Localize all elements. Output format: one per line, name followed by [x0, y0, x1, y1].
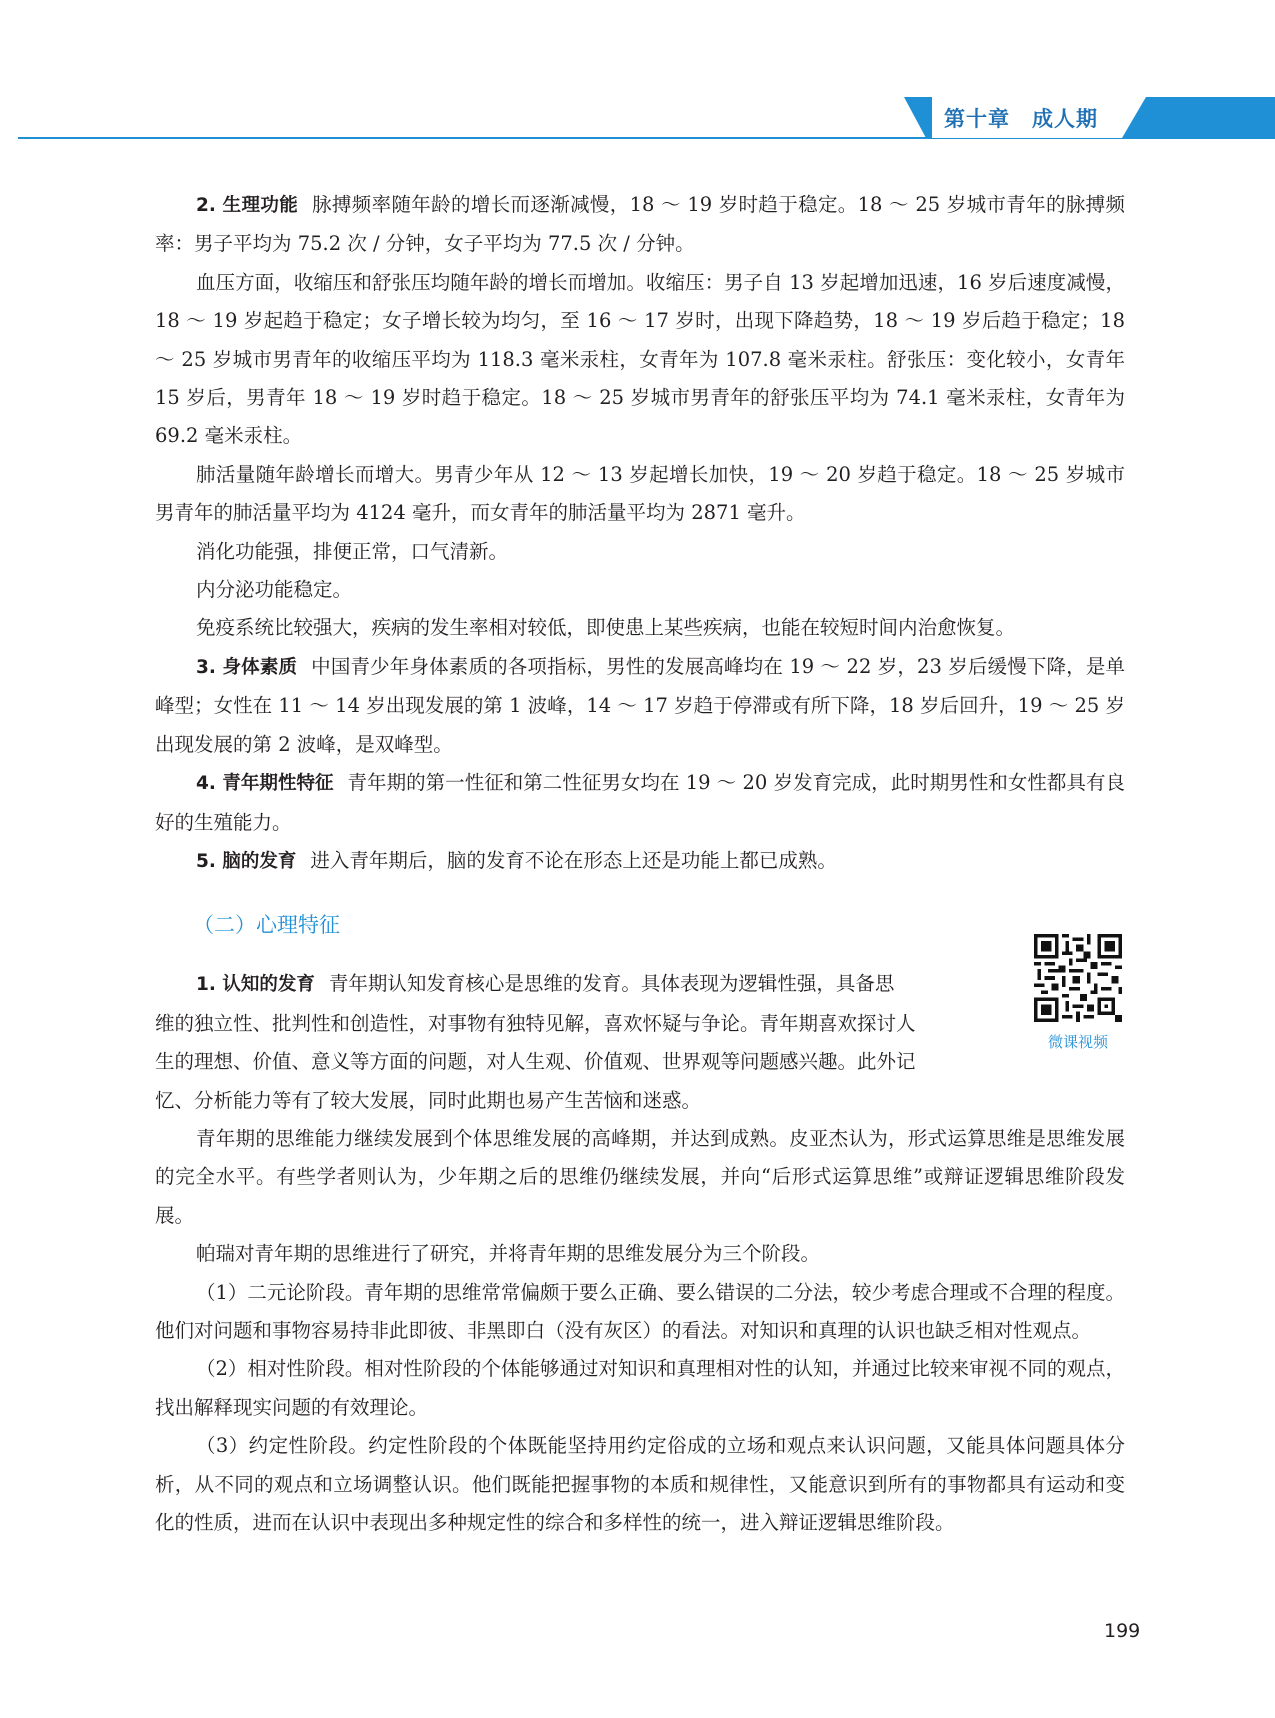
paragraph-text: 血压方面，收缩压和舒张压均随年龄的增长而增加。收缩压：男子自 13 岁起增加迅速，16 岁后速度减慢，18 ～ 19 岁起趋于稳定；女子增长较为均匀，至 16 ～ 17 岁时，出现下降趋势，18 ～ 19 岁后趋于稳定；18 ～ 25 岁城市男青年的收缩压平均为 118.3 毫米汞柱，女青年为 107.8 毫米汞柱。舒张压：变化较小，女青年 15 岁后，男青年 18 ～ 19 岁时趋于稳定。18 ～ 25 岁城市男青年的舒张压平均为 74.1 毫米汞柱，女青年为 69.2 毫米汞柱。 — [155, 270, 1125, 448]
qr-code-icon[interactable] — [1034, 934, 1122, 1022]
paragraph — [155, 648, 1125, 764]
paragraph — [155, 456, 1125, 533]
paragraph-text: 帕瑞对青年期的思维进行了研究，并将青年期的思维发展分为三个阶段。 — [196, 1242, 821, 1266]
paragraph-text: 内分泌功能稳定。 — [196, 578, 353, 602]
chapter-title — [944, 103, 1098, 135]
paragraph-term: 2. 生理功能 — [196, 195, 299, 216]
qr-caption: 微课视频 — [1047, 1033, 1108, 1051]
paragraph-text: 维的独立性、批判性和创造性，对事物有独特见解，喜欢怀疑与争论。青年期喜欢探讨人 — [155, 1011, 916, 1035]
header-tab-corner — [904, 97, 926, 138]
paragraph — [155, 533, 1125, 571]
paragraph-line — [155, 1082, 1017, 1120]
paragraph — [155, 1274, 1125, 1351]
chapter-number: 第十章 — [944, 107, 1010, 131]
paragraph-term: 1. 认知的发育 — [196, 974, 315, 996]
paragraph-term: 3. 身体素质 — [196, 656, 298, 678]
paragraph — [155, 1427, 1125, 1542]
paragraph-text: 青年期的思维能力继续发展到个体思维发展的高峰期，并达到成熟。皮亚杰认为，形式运算思维是思维发展的完全水平。有些学者则认为，少年期之后的思维仍继续发展，并向“后形式运算思维”或辩证逻辑思维阶段发展。 — [155, 1126, 1125, 1227]
page-number: 199 — [1104, 1620, 1141, 1642]
paragraph — [155, 764, 1125, 842]
paragraph-text: （3）约定性阶段。约定性阶段的个体既能坚持用约定俗成的立场和观点来认识问题，又能具体问题具体分析，从不同的观点和立场调整认识。他们既能把握事物的本质和规律性，又能意识到所有的事物都具有运动和变化的性质，进而在认识中表现出多种规定性的综合和多样性的统一，进入辩证逻辑思维阶段。 — [155, 1434, 1125, 1534]
paragraph-text: 青年期的第一性征和第二性征男女均在 19 ～ 20 岁发育完成，此时期男性和女性都具有良好的生殖能力。 — [155, 771, 1125, 834]
cognition-section — [155, 965, 1017, 1120]
paragraph-text: 肺活量随年龄增长而增大。男青少年从 12 ～ 13 岁起增长加快，19 ～ 20 岁趋于稳定。18 ～ 25 岁城市男青年的肺活量平均为 4124 毫升，而女青年的肺活量平均为 2871 毫升。 — [155, 462, 1125, 525]
paragraph-text: 生的理想、价值、意义等方面的问题，对人生观、价值观、世界观等问题感兴趣。此外记 — [155, 1050, 916, 1074]
paragraph-text: （1）二元论阶段。青年期的思维常常偏颇于要么正确、要么错误的二分法，较少考虑合理或不合理的程度。他们对问题和事物容易持非此即彼、非黑即白（没有灰区）的看法。对知识和真理的认识也缺乏相对性观点。 — [155, 1280, 1125, 1342]
paragraph — [155, 1120, 1125, 1235]
paragraph — [155, 264, 1125, 456]
paragraph-line — [155, 1005, 1017, 1043]
paragraph — [155, 609, 1125, 647]
thinking-section — [155, 1120, 1125, 1542]
header-stripe — [926, 97, 932, 138]
paragraph — [155, 571, 1125, 609]
paragraph — [155, 1235, 1125, 1273]
paragraph-text: 免疫系统比较强大，疾病的发生率相对较低，即使患上某些疾病，也能在较短时间内治愈恢复。 — [196, 616, 1016, 640]
paragraph-text: 进入青年期后，脑的发育不论在形态上还是功能上都已成熟。 — [310, 848, 837, 872]
paragraph-text: 消化功能强，排便正常，口气清新。 — [196, 539, 509, 563]
paragraph-line — [155, 1043, 1017, 1081]
section-heading: （二）心理特征 — [193, 913, 340, 938]
paragraph-term: 5. 脑的发育 — [196, 850, 297, 872]
paragraph-text: 中国青少年身体素质的各项指标，男性的发展高峰均在 19 ～ 22 岁，23 岁后缓慢下降，是单峰型；女性在 11 ～ 14 岁出现发展的第 1 波峰，14 ～ 17 岁趋于停滞或有所下降，18 岁后回升，19 ～ 25 岁出现发展的第 2 波峰，是双峰型。 — [155, 654, 1126, 756]
paragraph-text: 青年期认知发育核心是思维的发育。具体表现为逻辑性强，具备思 — [328, 972, 895, 996]
physiology-section — [155, 186, 1125, 881]
qr-video-link[interactable] — [1030, 934, 1126, 1052]
paragraph-text: 脉搏频率随年龄的增长而逐渐减慢，18 ～ 19 岁时趋于稳定。18 ～ 25 岁城市青年的脉搏频率：男子平均为 75.2 次 / 分钟，女子平均为 77.5 次 / 分钟。 — [155, 193, 1125, 256]
paragraph — [155, 1350, 1125, 1427]
paragraph — [155, 842, 1125, 881]
page-content — [155, 186, 1125, 1542]
paragraph-text: 忆、分析能力等有了较大发展，同时此期也易产生苦恼和迷惑。 — [155, 1088, 702, 1112]
paragraph — [155, 965, 1017, 1004]
paragraph — [155, 186, 1125, 264]
chapter-name: 成人期 — [1032, 107, 1098, 131]
paragraph-text: （2）相对性阶段。相对性阶段的个体能够通过对知识和真理相对性的认知，并通过比较来审视不同的观点，找出解释现实问题的有效理论。 — [155, 1357, 1125, 1419]
paragraph-term: 4. 青年期性特征 — [196, 773, 334, 795]
